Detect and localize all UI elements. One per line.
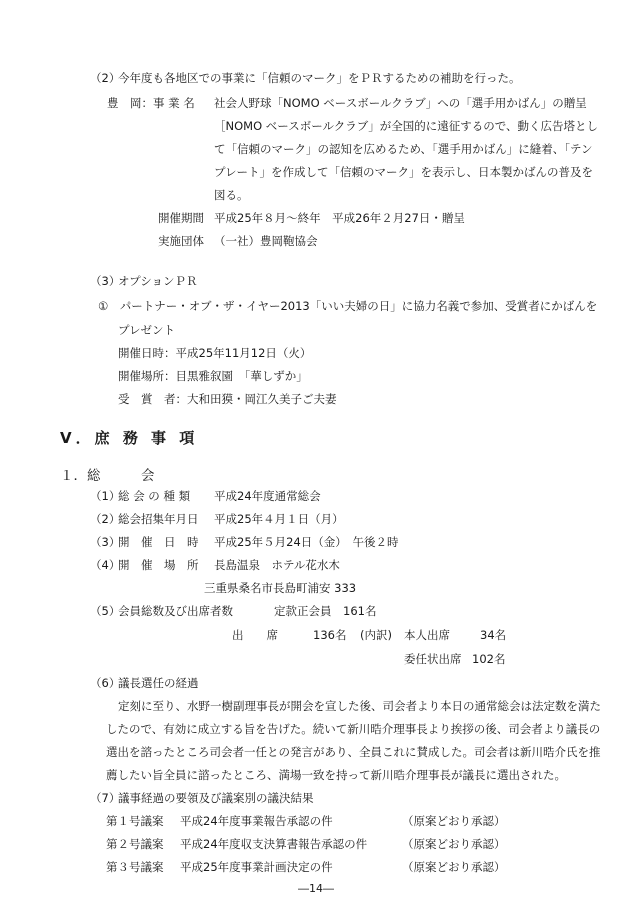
agenda-3-title: 平成25年度事業計画決定の件	[180, 860, 333, 874]
option-place: 開催場所：目黒雅叙園 「華しずか」	[118, 369, 308, 383]
row-1-label: 総 会 の 種 類	[118, 489, 191, 503]
row-2-number: （2）	[90, 512, 121, 526]
project-desc-line-4: プレート」を作成して「信頼のマーク」を表示し、日本製かばんの普及を	[214, 165, 594, 179]
agenda-2-title: 平成24年度収支決算書報告承認の件	[180, 837, 368, 851]
row-2-value: 平成25年４月１日（月）	[214, 512, 344, 526]
chair-para-line-4: 薦したい旨全員に諮ったところ、満場一致を持って新川晧介理事長が議長に選出された。	[106, 768, 566, 782]
regular-member-label: 定款正会員	[274, 604, 332, 618]
section-3-heading: オプションＰＲ	[118, 274, 198, 288]
org-label: 実施団体	[158, 234, 204, 248]
row-7-heading: 議事経過の要領及び議案別の議決結果	[118, 791, 314, 805]
option-item-line-2: プレゼント	[118, 323, 176, 337]
org-value: （一社）豊岡鞄協会	[214, 234, 318, 248]
agenda-3-result: （原案どおり承認）	[402, 860, 506, 874]
chair-para-line-3: 選出を諮ったところ司会者一任との発言があり、全員これに賛成した。司会者は新川晧介氏を推	[106, 745, 601, 759]
chair-para-line-2: したので、有効に成立する旨を告げた。続いて新川晧介理事長より挨拶の後、司会者より議長の	[106, 722, 601, 736]
agenda-2-number: 第２号議案	[106, 837, 164, 851]
row-4-label: 開 催 場 所	[118, 558, 199, 572]
regular-member-value: 161名	[343, 604, 377, 618]
row-2-label: 総会招集年月日	[118, 512, 199, 526]
option-item-line-1: ① パートナー・オブ・ザ・イヤー2013「いい夫婦の日」に協力名義で参加、受賞者にかばんを	[98, 299, 598, 313]
row-6-number: （6）	[90, 676, 121, 690]
row-4-number: （4）	[90, 558, 121, 572]
row-5-label: 会員総数及び出席者数	[118, 604, 233, 618]
period-value: 平成25年８月～終年 平成26年２月27日・贈呈	[214, 211, 465, 225]
section-3-number: （3）	[90, 274, 121, 288]
chair-para-line-1: 定刻に至り、水野一樹副理事長が開会を宣した後、司会者より本日の通常総会は法定数を満た	[118, 699, 601, 713]
toyooka-label: 豊 岡：事 業 名	[107, 96, 195, 110]
period-label: 開催期間	[158, 211, 204, 225]
section-2-heading: 今年度も各地区での事業に「信頼のマーク」をＰＲするための補助を行った。	[118, 71, 521, 85]
agenda-3-number: 第３号議案	[106, 860, 164, 874]
project-desc-line-1: 社会人野球「NOMO ベースボールクラブ」への「選手用かばん」の贈呈	[214, 96, 587, 110]
row-5-number: （5）	[90, 604, 121, 618]
attendance-value: 136名	[313, 628, 347, 642]
agenda-1-title: 平成24年度事業報告承認の件	[180, 814, 333, 828]
section-2-number: （2）	[90, 71, 121, 85]
project-desc-line-3: て「信頼のマーク」の認知を広めるため、「選手用かばん」に縫着、「テン	[214, 142, 593, 156]
row-1-number: （1）	[90, 489, 121, 503]
row-6-heading: 議長選任の経過	[118, 676, 199, 690]
subsection-heading: １．総 会	[60, 468, 155, 484]
proxy-attend-label: 委任状出席	[404, 652, 462, 666]
row-7-number: （7）	[90, 791, 121, 805]
page-number: ―14―	[298, 882, 334, 895]
agenda-1-number: 第１号議案	[106, 814, 164, 828]
agenda-2-result: （原案どおり承認）	[402, 837, 506, 851]
row-3-number: （3）	[90, 535, 121, 549]
venue-address: 三重県桑名市長島町浦安 333	[204, 581, 357, 595]
project-desc-line-2: ［NOMO ベースボールクラブ」が全国的に遠征するので、動く広告塔とし	[214, 119, 599, 133]
project-desc-line-5: 図る。	[214, 188, 249, 202]
self-attend-label: 本人出席	[404, 628, 450, 642]
self-attend-value: 34名	[480, 628, 507, 642]
agenda-1-result: （原案どおり承認）	[402, 814, 506, 828]
row-3-label: 開 催 日 時	[118, 535, 199, 549]
attendance-label: 出 席	[232, 628, 278, 642]
row-4-value: 長島温泉 ホテル花水木	[214, 558, 340, 572]
breakdown-label: (内訳)	[360, 628, 392, 642]
chapter-heading: Ⅴ．庶 務 事 項	[60, 429, 199, 447]
option-date: 開催日時：平成25年11月12日（火）	[118, 346, 312, 360]
row-1-value: 平成24年度通常総会	[214, 489, 321, 503]
row-3-value: 平成25年５月24日（金） 午後２時	[214, 535, 399, 549]
proxy-attend-value: 102名	[472, 652, 506, 666]
option-winner: 受 賞 者：大和田獏・岡江久美子ご夫妻	[118, 392, 337, 406]
